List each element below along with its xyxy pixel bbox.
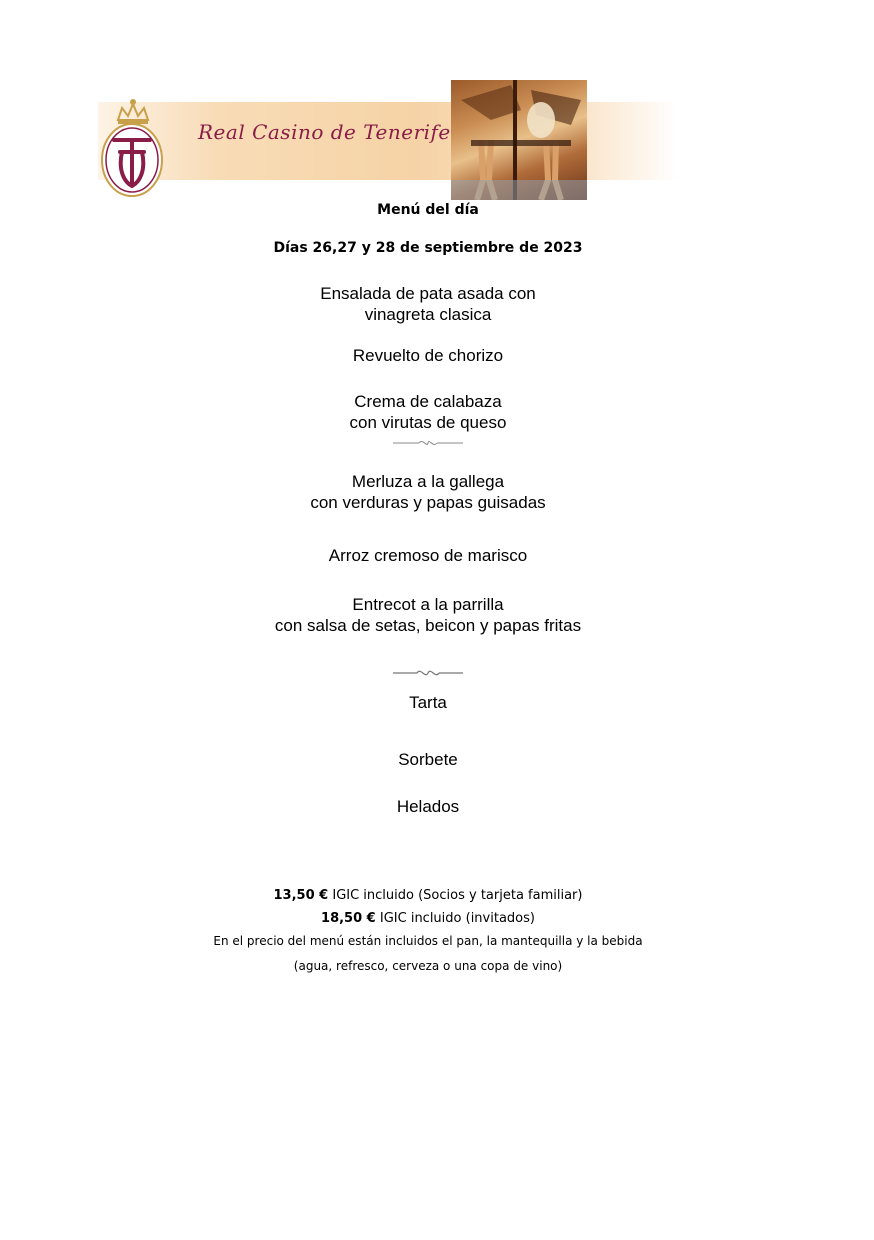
price-guests-amount: 18,50 € [321,911,376,926]
dish-line: Ensalada de pata asada con [320,284,536,303]
dish-line: Crema de calabaza [354,392,502,411]
main-item [0,594,856,636]
main-item [0,471,856,513]
header-banner [98,80,678,200]
starter-item [0,391,856,433]
dish-line: Entrecot a la parrilla [352,595,504,614]
dessert-item [0,749,856,770]
price-members-note: IGIC incluido (Socios y tarjeta familiar) [332,888,583,903]
ornament-divider-icon [0,438,856,448]
dessert-item [0,692,856,713]
dish-line: Revuelto de chorizo [352,346,504,365]
dish-line: Arroz cremoso de marisco [328,546,528,565]
includes-note: (agua, refresco, cerveza o una copa de vino) [293,959,563,973]
menu-title: Menú del día [377,202,479,218]
price-guests-note: IGIC incluido (invitados) [379,911,535,926]
price-guests [0,911,856,926]
dish-line: con virutas de queso [349,413,507,432]
dish-line: Tarta [409,693,447,712]
includes-note: En el precio del menú están incluidos el pan, la mantequilla y la bebida [213,934,643,948]
dish-line: Merluza a la gallega [351,472,505,491]
brand-name: Real Casino de Tenerife [198,120,451,144]
dish-line: Sorbete [398,750,458,769]
starter-item [0,283,856,325]
menu-dates: Días 26,27 y 28 de septiembre de 2023 [273,240,583,256]
dish-line: con verduras y papas guisadas [310,493,546,512]
dish-line: vinagreta clasica [364,305,492,324]
starter-item [0,345,856,366]
price-members [0,888,856,903]
dish-line: Helados [396,797,460,816]
crest-logo-icon [98,90,168,202]
ornament-divider-icon [0,668,856,678]
dish-line: con salsa de setas, beicon y papas fritas [274,616,582,635]
price-members-amount: 13,50 € [273,888,329,903]
main-item [0,545,856,566]
painting-image [451,80,587,200]
dessert-item [0,796,856,817]
